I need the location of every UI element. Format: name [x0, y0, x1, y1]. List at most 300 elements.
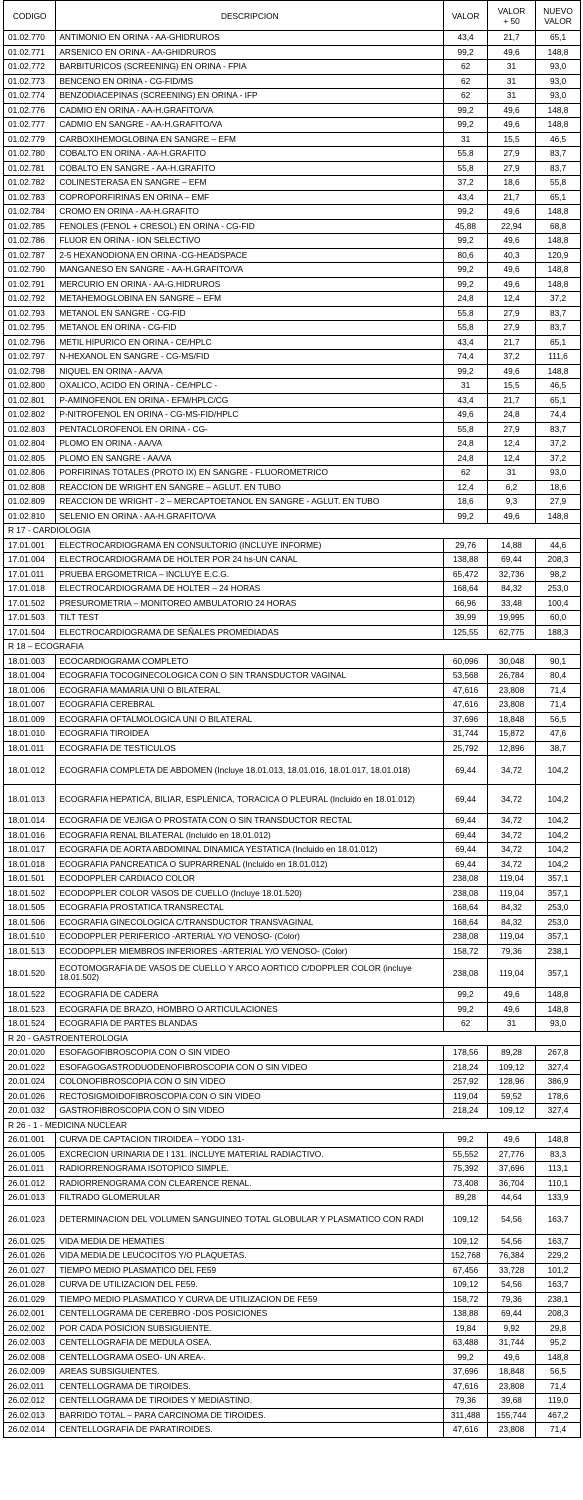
- cell-nuevo-valor: 386,9: [536, 1075, 581, 1090]
- cell-valor: 37,2: [444, 176, 488, 191]
- table-row: [4, 1423, 581, 1438]
- cell-codigo: 17.01.504: [4, 625, 56, 640]
- table-row: [4, 1046, 581, 1061]
- cell-descripcion: FENOLES (FENOL + CRESOL) EN ORINA - CG-FID: [56, 219, 444, 234]
- cell-valor-plus-50: 34,72: [488, 857, 536, 872]
- cell-valor-plus-50: 19,995: [488, 611, 536, 626]
- table-row: [4, 727, 581, 742]
- cell-valor-plus-50: 22,94: [488, 219, 536, 234]
- cell-valor: 39,99: [444, 611, 488, 626]
- cell-valor: 75,392: [444, 1162, 488, 1177]
- cell-valor-plus-50: 84,32: [488, 582, 536, 597]
- table-row: [4, 306, 581, 321]
- cell-valor: 99,2: [444, 1002, 488, 1017]
- cell-codigo: 01.02.792: [4, 292, 56, 307]
- cell-nuevo-valor: 56,5: [536, 712, 581, 727]
- table-row: [4, 103, 581, 118]
- cell-codigo: 18.01.018: [4, 857, 56, 872]
- cell-valor: 24,8: [444, 292, 488, 307]
- table-row: [4, 263, 581, 278]
- cell-valor: 24,8: [444, 451, 488, 466]
- cell-valor-plus-50: 31: [488, 466, 536, 481]
- cell-valor-plus-50: 84,32: [488, 901, 536, 916]
- cell-nuevo-valor: 148,8: [536, 277, 581, 292]
- cell-descripcion: PENTACLOROFENOL EN ORINA - CG-: [56, 422, 444, 437]
- table-row: [4, 1292, 581, 1307]
- cell-codigo: 18.01.003: [4, 654, 56, 669]
- cell-codigo: 01.02.809: [4, 495, 56, 510]
- cell-descripcion: COPROPORFIRINAS EN ORINA – EMF: [56, 190, 444, 205]
- table-row: [4, 1133, 581, 1148]
- table-row: [4, 60, 581, 75]
- cell-valor: 178,56: [444, 1046, 488, 1061]
- cell-nuevo-valor: 208,3: [536, 553, 581, 568]
- cell-valor: 168,64: [444, 582, 488, 597]
- cell-codigo: 17.01.502: [4, 596, 56, 611]
- cell-codigo: 01.02.790: [4, 263, 56, 278]
- cell-valor: 238,08: [444, 930, 488, 945]
- cell-codigo: 18.01.501: [4, 872, 56, 887]
- cell-valor: 138,88: [444, 1307, 488, 1322]
- cell-nuevo-valor: 104,2: [536, 756, 581, 785]
- cell-descripcion: OXALICO, ACIDO EN ORINA - CE/HPLC -: [56, 379, 444, 394]
- cell-valor: 43,4: [444, 190, 488, 205]
- cell-valor: 37,696: [444, 712, 488, 727]
- cell-codigo: 20.01.020: [4, 1046, 56, 1061]
- cell-valor-plus-50: 31: [488, 60, 536, 75]
- table-row: [4, 1176, 581, 1191]
- cell-codigo: 26.01.001: [4, 1133, 56, 1148]
- cell-nuevo-valor: 71,4: [536, 1379, 581, 1394]
- cell-codigo: 01.02.779: [4, 132, 56, 147]
- cell-valor-plus-50: 49,6: [488, 45, 536, 60]
- cell-descripcion: CENTELLOGRAMA DE CEREBRO -DOS POSICIONES: [56, 1307, 444, 1322]
- table-row: [4, 596, 581, 611]
- cell-valor-plus-50: 21,7: [488, 31, 536, 46]
- cell-valor: 69,44: [444, 828, 488, 843]
- cell-nuevo-valor: 111,6: [536, 350, 581, 365]
- cell-codigo: 01.02.795: [4, 321, 56, 336]
- cell-valor: 99,2: [444, 45, 488, 60]
- table-row: [4, 205, 581, 220]
- cell-valor: 69,44: [444, 857, 488, 872]
- cell-valor: 218,24: [444, 1060, 488, 1075]
- cell-valor-plus-50: 24,8: [488, 408, 536, 423]
- cell-valor-plus-50: 21,7: [488, 335, 536, 350]
- cell-valor: 55,8: [444, 161, 488, 176]
- cell-nuevo-valor: 37,2: [536, 292, 581, 307]
- cell-codigo: 18.01.009: [4, 712, 56, 727]
- table-row: [4, 959, 581, 988]
- cell-valor-plus-50: 119,04: [488, 959, 536, 988]
- cell-valor-plus-50: 23,808: [488, 698, 536, 713]
- cell-nuevo-valor: 83,7: [536, 306, 581, 321]
- cell-nuevo-valor: 148,8: [536, 364, 581, 379]
- table-row: [4, 1379, 581, 1394]
- cell-descripcion: ECOCARDIOGRAMA COMPLETO: [56, 654, 444, 669]
- cell-descripcion: NIQUEL EN ORINA - AA/VA: [56, 364, 444, 379]
- cell-descripcion: COBALTO EN ORINA - AA-H.GRAFITO: [56, 147, 444, 162]
- cell-codigo: 26.02.001: [4, 1307, 56, 1322]
- cell-codigo: 20.01.024: [4, 1075, 56, 1090]
- cell-valor: 257,92: [444, 1075, 488, 1090]
- cell-nuevo-valor: 238,1: [536, 1292, 581, 1307]
- table-row: [4, 190, 581, 205]
- table-row: [4, 814, 581, 829]
- cell-nuevo-valor: 148,8: [536, 1133, 581, 1148]
- cell-codigo: 26.01.028: [4, 1278, 56, 1293]
- cell-nuevo-valor: 83,7: [536, 422, 581, 437]
- cell-descripcion: ECOGRAFIA PANCREATICA O SUPRARRENAL (Incluido en 18.01.012): [56, 857, 444, 872]
- cell-codigo: 01.02.803: [4, 422, 56, 437]
- cell-descripcion: CURVA DE UTILIZACION DEL FE59.: [56, 1278, 444, 1293]
- cell-codigo: 26.01.012: [4, 1176, 56, 1191]
- cell-codigo: 26.01.011: [4, 1162, 56, 1177]
- cell-valor: 109,12: [444, 1278, 488, 1293]
- cell-valor: 69,44: [444, 814, 488, 829]
- cell-nuevo-valor: 267,8: [536, 1046, 581, 1061]
- table-row: [4, 857, 581, 872]
- cell-descripcion: ECOGRAFIA RENAL BILATERAL (Incluido en 18.01.012): [56, 828, 444, 843]
- section-title: R 17 - CARDIOLOGIA: [4, 524, 581, 539]
- cell-nuevo-valor: 27,9: [536, 495, 581, 510]
- cell-valor-plus-50: 89,28: [488, 1046, 536, 1061]
- cell-nuevo-valor: 93,0: [536, 466, 581, 481]
- cell-valor-plus-50: 59,52: [488, 1089, 536, 1104]
- cell-codigo: 18.01.017: [4, 843, 56, 858]
- cell-descripcion: ECOGRAFIA DE VEJIGA O PROSTATA CON O SIN TRANSDUCTOR RECTAL: [56, 814, 444, 829]
- cell-valor: 158,72: [444, 1292, 488, 1307]
- cell-descripcion: MERCURIO EN ORINA - AA-G.HIDRUROS: [56, 277, 444, 292]
- table-row: [4, 379, 581, 394]
- cell-valor: 63,488: [444, 1336, 488, 1351]
- table-row: [4, 1321, 581, 1336]
- cell-valor: 99,2: [444, 263, 488, 278]
- cell-valor-plus-50: 49,6: [488, 1350, 536, 1365]
- cell-valor: 119,04: [444, 1089, 488, 1104]
- cell-valor-plus-50: 12,4: [488, 437, 536, 452]
- section-row: [4, 640, 581, 655]
- cell-codigo: 26.01.027: [4, 1263, 56, 1278]
- cell-codigo: 17.01.018: [4, 582, 56, 597]
- table-row: [4, 785, 581, 814]
- cell-nuevo-valor: 178,6: [536, 1089, 581, 1104]
- cell-descripcion: POR CADA POSICION SUBSIGUIENTE.: [56, 1321, 444, 1336]
- cell-descripcion: ECODOPPLER CARDIACO COLOR: [56, 872, 444, 887]
- cell-valor: 168,64: [444, 901, 488, 916]
- cell-codigo: 20.01.032: [4, 1104, 56, 1119]
- cell-valor-plus-50: 37,2: [488, 350, 536, 365]
- cell-descripcion: P-AMINOFENOL EN ORINA - EFM/HPLC/CG: [56, 393, 444, 408]
- cell-codigo: 20.01.022: [4, 1060, 56, 1075]
- table-row: [4, 843, 581, 858]
- table-row: [4, 1060, 581, 1075]
- cell-valor: 49,6: [444, 408, 488, 423]
- cell-valor: 43,4: [444, 31, 488, 46]
- cell-valor: 125,55: [444, 625, 488, 640]
- header-nuevo-valor-line1: NUEVO: [543, 5, 573, 16]
- cell-valor: 62: [444, 60, 488, 75]
- section-title: R 26 - 1 - MEDICINA NUCLEAR: [4, 1118, 581, 1133]
- cell-valor: 62: [444, 1017, 488, 1032]
- cell-nuevo-valor: 65,1: [536, 335, 581, 350]
- header-valor-plus-50: [488, 1, 536, 31]
- cell-valor-plus-50: 34,72: [488, 828, 536, 843]
- cell-descripcion: PRUEBA ERGOMETRICA – INCLUYE E.C.G.: [56, 567, 444, 582]
- cell-valor-plus-50: 40,3: [488, 248, 536, 263]
- cell-codigo: 26.01.013: [4, 1191, 56, 1206]
- cell-codigo: 18.01.510: [4, 930, 56, 945]
- cell-valor-plus-50: 54,56: [488, 1234, 536, 1249]
- cell-valor-plus-50: 49,6: [488, 988, 536, 1003]
- cell-valor-plus-50: 44,64: [488, 1191, 536, 1206]
- table-row: [4, 915, 581, 930]
- cell-valor: 67,456: [444, 1263, 488, 1278]
- cell-codigo: 18.01.006: [4, 683, 56, 698]
- table-row: [4, 669, 581, 684]
- cell-descripcion: PLOMO EN ORINA - AA/VA: [56, 437, 444, 452]
- table-row: [4, 350, 581, 365]
- cell-nuevo-valor: 68,8: [536, 219, 581, 234]
- cell-descripcion: ECODOPPLER COLOR VASOS DE CUELLO (Incluye 18.01.520): [56, 886, 444, 901]
- cell-valor-plus-50: 119,04: [488, 930, 536, 945]
- cell-nuevo-valor: 93,0: [536, 74, 581, 89]
- table-row: [4, 1147, 581, 1162]
- cell-descripcion: ECOGRAFIA DE CADERA: [56, 988, 444, 1003]
- cell-descripcion: PRESUROMETRIA – MONITOREO AMBULATORIO 24 HORAS: [56, 596, 444, 611]
- cell-valor: 37,696: [444, 1365, 488, 1380]
- cell-nuevo-valor: 93,0: [536, 60, 581, 75]
- cell-valor: 99,2: [444, 234, 488, 249]
- cell-nuevo-valor: 148,8: [536, 234, 581, 249]
- table-row: [4, 828, 581, 843]
- cell-descripcion: METAHEMOGLOBINA EN SANGRE – EFM: [56, 292, 444, 307]
- cell-descripcion: COLINESTERASA EN SANGRE – EFM: [56, 176, 444, 191]
- cell-codigo: 18.01.505: [4, 901, 56, 916]
- cell-valor: 55,8: [444, 422, 488, 437]
- cell-codigo: 26.02.002: [4, 1321, 56, 1336]
- cell-descripcion: ECOGRAFIA GINECOLOGICA C/TRANSDUCTOR TRANSVAGINAL: [56, 915, 444, 930]
- cell-valor: 218,24: [444, 1104, 488, 1119]
- cell-descripcion: ECOGRAFIA TIROIDEA: [56, 727, 444, 742]
- cell-valor: 311,488: [444, 1408, 488, 1423]
- cell-codigo: 01.02.796: [4, 335, 56, 350]
- cell-descripcion: CENTELLOGRAMA DE TIROIDES.: [56, 1379, 444, 1394]
- cell-valor-plus-50: 49,6: [488, 509, 536, 524]
- cell-nuevo-valor: 148,8: [536, 988, 581, 1003]
- cell-codigo: 17.01.011: [4, 567, 56, 582]
- cell-nuevo-valor: 357,1: [536, 872, 581, 887]
- cell-descripcion: CENTELLOGRAMA OSEO- UN AREA-.: [56, 1350, 444, 1365]
- cell-valor-plus-50: 84,32: [488, 915, 536, 930]
- section-title: R 20 - GASTROENTEROLOGIA: [4, 1031, 581, 1046]
- table-row: [4, 408, 581, 423]
- cell-codigo: 01.02.770: [4, 31, 56, 46]
- cell-valor-plus-50: 33,48: [488, 596, 536, 611]
- cell-descripcion: ECOGRAFIA OFTALMOLOGICA UNI O BILATERAL: [56, 712, 444, 727]
- price-table: [3, 0, 581, 1438]
- cell-valor: 79,36: [444, 1394, 488, 1409]
- cell-valor-plus-50: 15,872: [488, 727, 536, 742]
- cell-valor: 74,4: [444, 350, 488, 365]
- cell-nuevo-valor: 80,4: [536, 669, 581, 684]
- table-row: [4, 886, 581, 901]
- table-row: [4, 944, 581, 959]
- cell-nuevo-valor: 467,2: [536, 1408, 581, 1423]
- cell-valor: 109,12: [444, 1205, 488, 1234]
- cell-nuevo-valor: 18,6: [536, 480, 581, 495]
- cell-codigo: 18.01.513: [4, 944, 56, 959]
- table-row: [4, 741, 581, 756]
- table-row: [4, 1017, 581, 1032]
- cell-valor: 138,88: [444, 553, 488, 568]
- cell-nuevo-valor: 44,6: [536, 538, 581, 553]
- cell-codigo: 26.01.025: [4, 1234, 56, 1249]
- cell-valor: 29,76: [444, 538, 488, 553]
- cell-descripcion: BARRIDO TOTAL – PARA CARCINOMA DE TIROIDES.: [56, 1408, 444, 1423]
- cell-valor-plus-50: 31: [488, 89, 536, 104]
- table-row: [4, 553, 581, 568]
- cell-valor-plus-50: 49,6: [488, 1002, 536, 1017]
- cell-valor: 99,2: [444, 205, 488, 220]
- cell-valor-plus-50: 155,744: [488, 1408, 536, 1423]
- cell-nuevo-valor: 93,0: [536, 89, 581, 104]
- cell-codigo: 01.02.802: [4, 408, 56, 423]
- cell-codigo: 01.02.771: [4, 45, 56, 60]
- cell-valor: 43,4: [444, 335, 488, 350]
- cell-nuevo-valor: 83,7: [536, 147, 581, 162]
- cell-nuevo-valor: 56,5: [536, 1365, 581, 1380]
- cell-descripcion: ECOGRAFIA DE AORTA ABDOMINAL DINAMICA YESTATICA (Incluido en 18.01.012): [56, 843, 444, 858]
- cell-descripcion: ECOTOMOGRAFIA DE VASOS DE CUELLO Y ARCO AORTICO C/DOPPLER COLOR (incluye 18.01.502): [56, 959, 444, 988]
- cell-nuevo-valor: 83,3: [536, 1147, 581, 1162]
- table-row: [4, 466, 581, 481]
- cell-valor-plus-50: 54,56: [488, 1205, 536, 1234]
- table-row: [4, 1278, 581, 1293]
- cell-nuevo-valor: 357,1: [536, 930, 581, 945]
- cell-nuevo-valor: 37,2: [536, 451, 581, 466]
- cell-valor-plus-50: 18,848: [488, 712, 536, 727]
- table-row: [4, 1350, 581, 1365]
- cell-codigo: 01.02.805: [4, 451, 56, 466]
- table-row: [4, 321, 581, 336]
- table-row: [4, 582, 581, 597]
- table-row: [4, 872, 581, 887]
- cell-codigo: 18.01.016: [4, 828, 56, 843]
- header-nuevo-valor: [536, 1, 581, 31]
- cell-codigo: 18.01.010: [4, 727, 56, 742]
- cell-nuevo-valor: 163,7: [536, 1234, 581, 1249]
- table-row: [4, 712, 581, 727]
- cell-codigo: 01.02.797: [4, 350, 56, 365]
- table-body: [4, 31, 581, 1438]
- cell-valor-plus-50: 39,68: [488, 1394, 536, 1409]
- cell-valor: 99,2: [444, 103, 488, 118]
- cell-descripcion: METANOL EN SANGRE - CG-FID: [56, 306, 444, 321]
- cell-nuevo-valor: 104,2: [536, 814, 581, 829]
- cell-valor-plus-50: 23,808: [488, 683, 536, 698]
- cell-valor-plus-50: 18,848: [488, 1365, 536, 1380]
- cell-nuevo-valor: 148,8: [536, 103, 581, 118]
- table-row: [4, 756, 581, 785]
- cell-nuevo-valor: 83,7: [536, 321, 581, 336]
- cell-valor: 73,408: [444, 1176, 488, 1191]
- cell-valor-plus-50: 32,736: [488, 567, 536, 582]
- table-row: [4, 495, 581, 510]
- cell-valor: 80,6: [444, 248, 488, 263]
- section-title: R 18 – ECOGRAFIA: [4, 640, 581, 655]
- cell-codigo: 18.01.520: [4, 959, 56, 988]
- cell-valor: 62: [444, 89, 488, 104]
- cell-valor: 158,72: [444, 944, 488, 959]
- cell-descripcion: CENTELLOGRAMA DE TIROIDES Y MEDIASTINO.: [56, 1394, 444, 1409]
- table-row: [4, 930, 581, 945]
- cell-descripcion: CURVA DE CAPTACION TIROIDEA – YODO 131-: [56, 1133, 444, 1148]
- cell-valor: 53,568: [444, 669, 488, 684]
- table-row: [4, 1089, 581, 1104]
- cell-nuevo-valor: 71,4: [536, 698, 581, 713]
- cell-valor-plus-50: 62,775: [488, 625, 536, 640]
- cell-descripcion: RECTOSIGMOIDOFIBROSCOPIA CON O SIN VIDEO: [56, 1089, 444, 1104]
- cell-descripcion: P-NITROFENOL EN ORINA - CG-MS-FID/HPLC: [56, 408, 444, 423]
- cell-valor: 62: [444, 74, 488, 89]
- cell-valor-plus-50: 119,04: [488, 886, 536, 901]
- section-row: [4, 1031, 581, 1046]
- cell-codigo: 01.02.786: [4, 234, 56, 249]
- cell-descripcion: ELECTROCARDIOGRAMA EN CONSULTORIO (INCLUYE INFORME): [56, 538, 444, 553]
- cell-descripcion: MANGANESO EN SANGRE - AA-H.GRAFITO/VA: [56, 263, 444, 278]
- cell-codigo: 01.02.806: [4, 466, 56, 481]
- table-row: [4, 1394, 581, 1409]
- cell-codigo: 18.01.524: [4, 1017, 56, 1032]
- cell-descripcion: COBALTO EN SANGRE - AA-H.GRAFITO: [56, 161, 444, 176]
- table-row: [4, 176, 581, 191]
- cell-nuevo-valor: 357,1: [536, 886, 581, 901]
- cell-codigo: 01.02.804: [4, 437, 56, 452]
- table-row: [4, 1408, 581, 1423]
- cell-valor-plus-50: 26,784: [488, 669, 536, 684]
- cell-codigo: 01.02.787: [4, 248, 56, 263]
- cell-valor-plus-50: 128,96: [488, 1075, 536, 1090]
- cell-descripcion: ESOFAGOGASTRODUODENOFIBROSCOPIA CON O SIN VIDEO: [56, 1060, 444, 1075]
- table-row: [4, 422, 581, 437]
- cell-codigo: 01.02.800: [4, 379, 56, 394]
- cell-codigo: 18.01.014: [4, 814, 56, 829]
- cell-codigo: 26.02.008: [4, 1350, 56, 1365]
- cell-codigo: 01.02.777: [4, 118, 56, 133]
- cell-codigo: 26.02.003: [4, 1336, 56, 1351]
- cell-nuevo-valor: 208,3: [536, 1307, 581, 1322]
- table-row: [4, 89, 581, 104]
- cell-codigo: 18.01.013: [4, 785, 56, 814]
- cell-valor: 18,6: [444, 495, 488, 510]
- cell-nuevo-valor: 100,4: [536, 596, 581, 611]
- cell-descripcion: METANOL EN ORINA - CG-FID: [56, 321, 444, 336]
- cell-nuevo-valor: 71,4: [536, 1423, 581, 1438]
- cell-codigo: 20.01.026: [4, 1089, 56, 1104]
- cell-descripcion: ECODOPPLER PERIFERICO -ARTERIAL Y/O VENOSO- (Color): [56, 930, 444, 945]
- cell-valor: 69,44: [444, 843, 488, 858]
- cell-descripcion: ELECTROCARDIOGRAMA DE SEÑALES PROMEDIADAS: [56, 625, 444, 640]
- cell-nuevo-valor: 74,4: [536, 408, 581, 423]
- table-row: [4, 901, 581, 916]
- cell-valor: 31: [444, 132, 488, 147]
- cell-nuevo-valor: 133,9: [536, 1191, 581, 1206]
- table-row: [4, 45, 581, 60]
- header-valor-plus-50-line2: + 50: [503, 15, 520, 26]
- cell-nuevo-valor: 104,2: [536, 843, 581, 858]
- table-row: [4, 1365, 581, 1380]
